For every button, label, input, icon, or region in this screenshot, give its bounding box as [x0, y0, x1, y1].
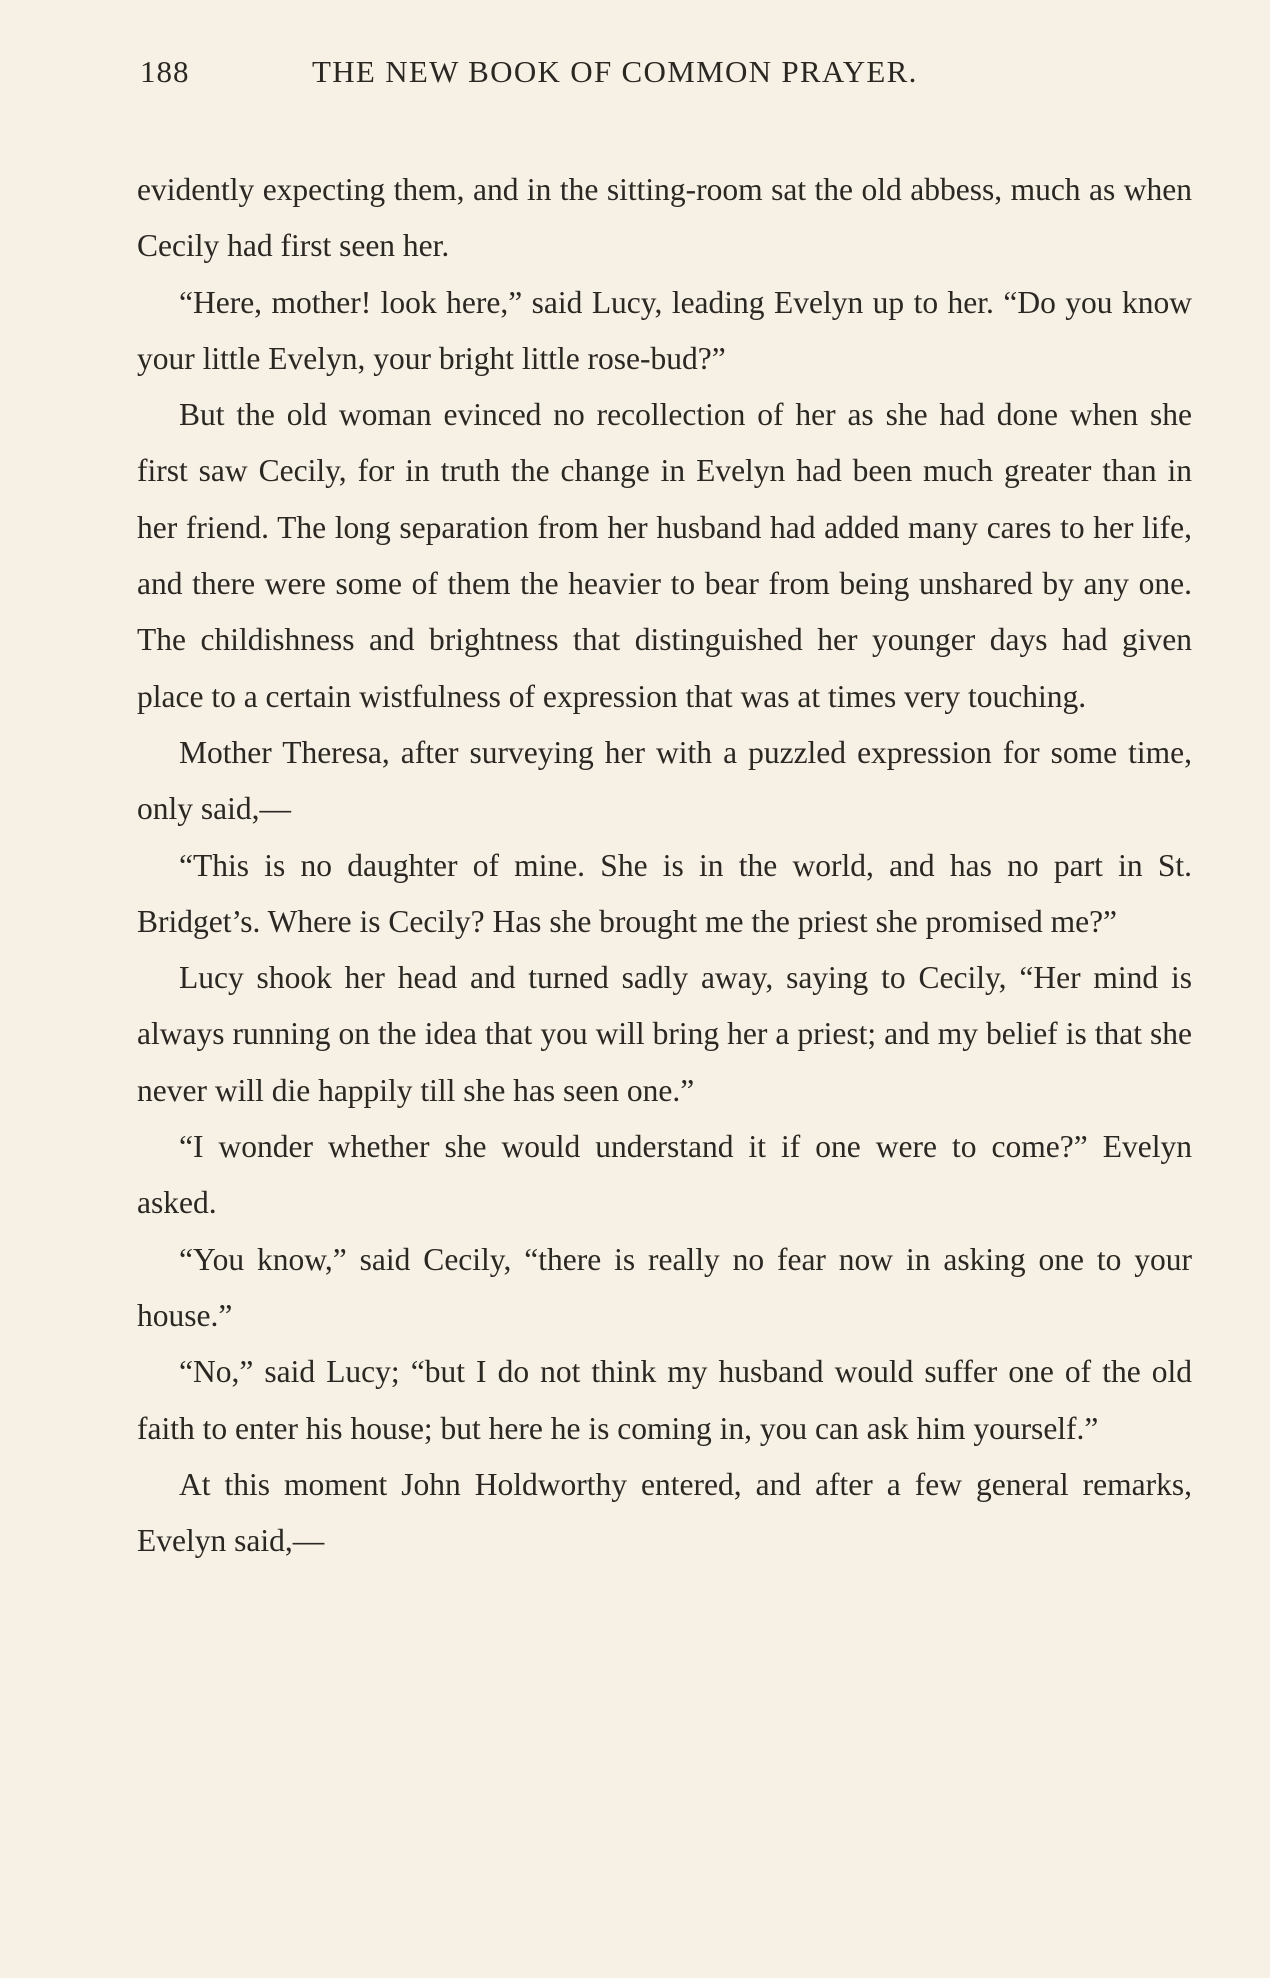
book-title: THE NEW BOOK OF COMMON PRAYER.	[312, 54, 918, 89]
paragraph: Mother Theresa, after surveying her with a puzzled expression for some time, only said,—	[137, 734, 1192, 827]
page-number: 188	[140, 54, 190, 89]
paragraph: At this moment John Holdworthy entered, and after a few general remarks, Evelyn said,—	[137, 1466, 1192, 1559]
paragraph: Lucy shook her head and turned sadly away, saying to Cecily, “Her mind is always running on the idea that you will bring her a priest; and my belief is that she never will die happily till she has seen one.”	[137, 960, 1192, 1108]
paragraph: “You know,” said Cecily, “there is really no fear now in asking one to your house.”	[137, 1241, 1192, 1333]
running-head	[137, 54, 1192, 104]
body-text	[137, 162, 1192, 1569]
paragraph: “I wonder whether she would understand it if one were to come?” Evelyn asked.	[137, 1129, 1192, 1221]
paragraph: “No,” said Lucy; “but I do not think my husband would suffer one of the old faith to enter his house; but here he is coming in, you can ask him yourself.”	[137, 1354, 1192, 1446]
paragraph: “Here, mother! look here,” said Lucy, leading Evelyn up to her. “Do you know your little Evelyn, your bright little rose-bud?”	[137, 284, 1192, 376]
paragraph: “This is no daughter of mine. She is in the world, and has no part in St. Bridget’s. Where is Cecily? Has she brought me the priest she promised me?”	[137, 847, 1192, 939]
paragraph: evidently expecting them, and in the sitting-room sat the old abbess, much as when Cecily had first seen her.	[137, 172, 1192, 264]
paragraph: But the old woman evinced no recollection of her as she had done when she first saw Cecily, for in truth the change in Evelyn had been much greater than in her friend. The long separation from her husband had added many cares to her life, and there were some of them the heavier to bear from being unshared by any one. The childishness and brightness that distinguished her younger days had given place to a certain wistfulness of expression that was at times very touching.	[137, 397, 1192, 714]
